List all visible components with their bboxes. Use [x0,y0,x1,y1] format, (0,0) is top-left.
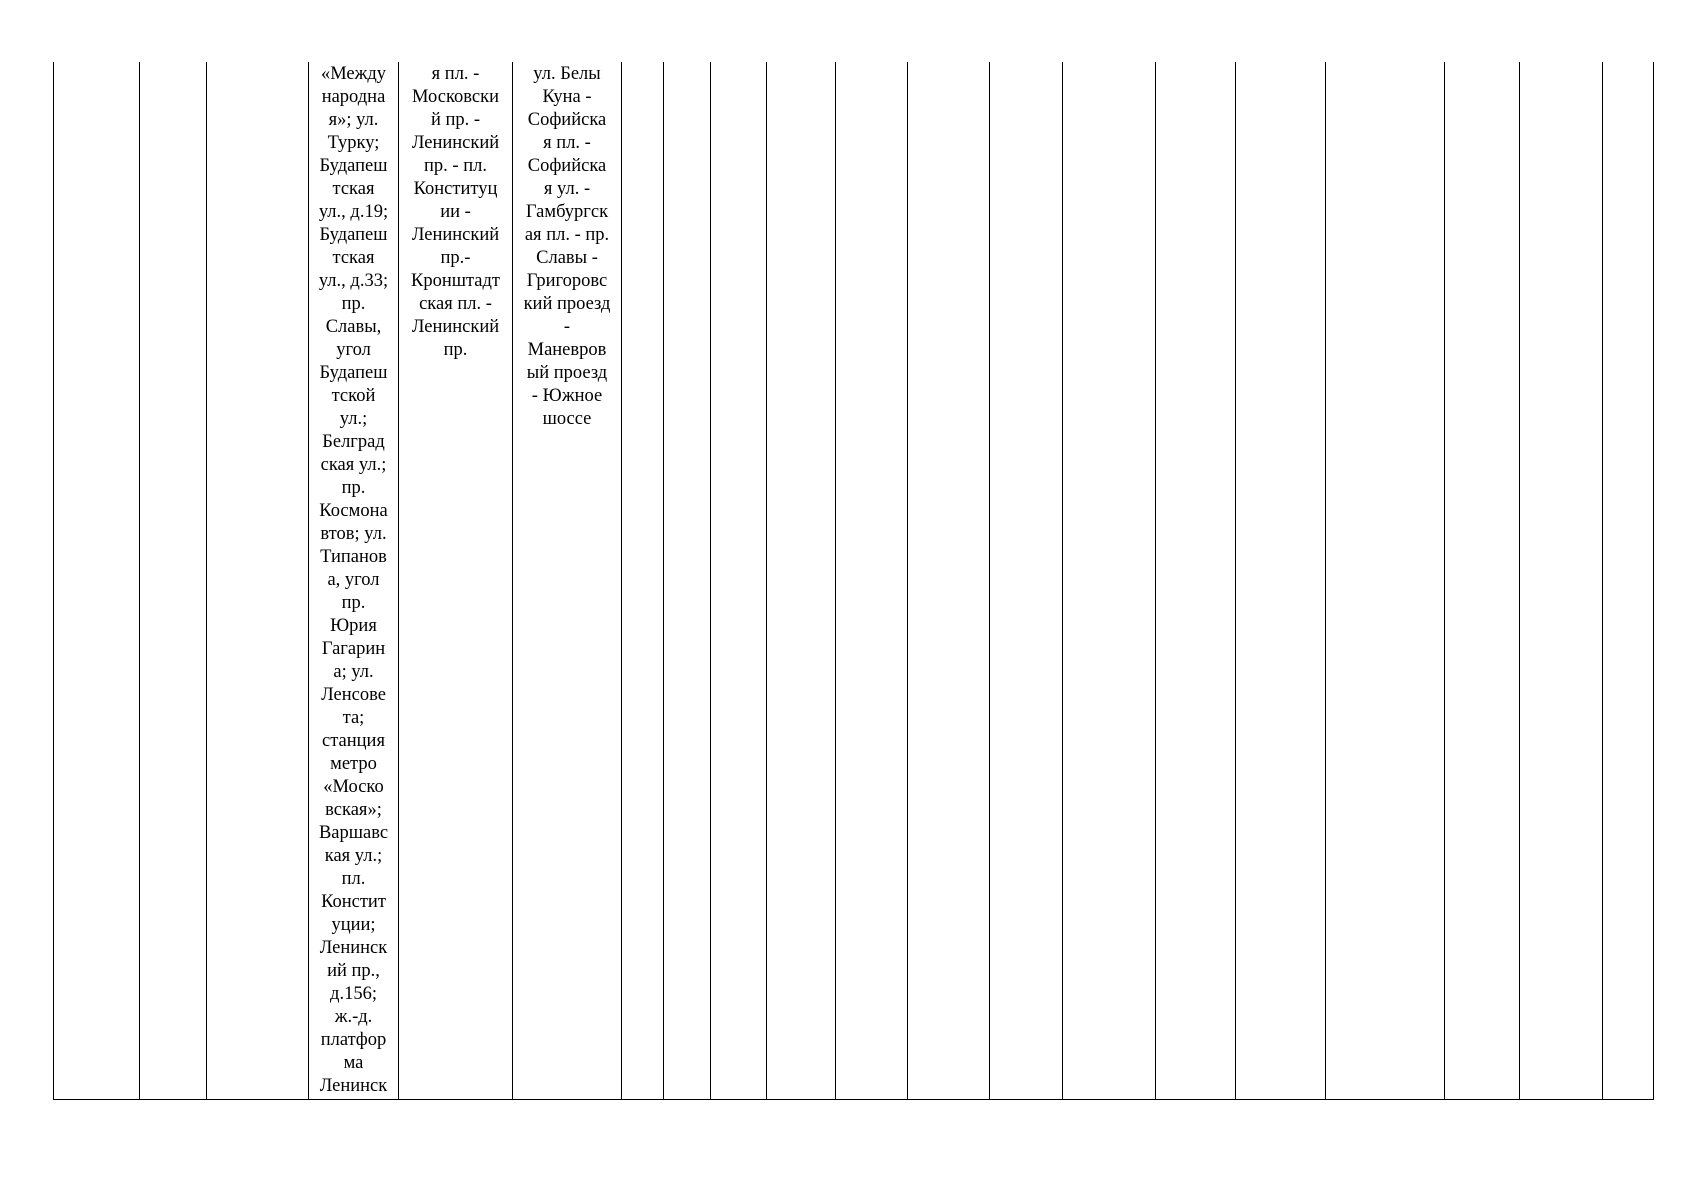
table-column-11 [835,62,907,1099]
table-cell [664,62,710,63]
table-cell [836,62,907,63]
table-cell [207,62,308,63]
table-cell [1603,62,1653,63]
table-cell [1156,62,1235,63]
table-column-5 [398,62,512,1099]
table-column-19 [1519,62,1602,1099]
table-column-6 [512,62,621,1099]
table-cell [54,62,139,63]
table-column-7 [621,62,663,1099]
table-column-9 [710,62,766,1099]
table-column-15 [1155,62,1235,1099]
table-column-14 [1062,62,1155,1099]
table-cell [622,62,663,63]
table-cell [990,62,1062,63]
table-cell [1063,62,1155,63]
table-cell: «Между народна я»; ул. Турку; Будапеш тская ул., д.19; Будапеш тская ул., д.33; пр. Славы, угол Будапеш тской ул.; Белград ская ул.; пр. Космона втов; ул. Типанов а, угол пр. Юрия Гагарин а; ул. Ленсове та; станция метро «Моско вская»; Варшавс кая ул.; пл. Констит уции; Ленинск ий пр., д.156; ж.-д. платфор ма Ленинск [318,64,389,1096]
table-cell [711,62,766,63]
table-cell [140,62,206,63]
table-column-2 [139,62,206,1099]
table-cell [1326,62,1444,63]
table-column-12 [907,62,989,1099]
table-column-4 [308,62,398,1099]
table-cell [1445,62,1519,63]
table-cell: ул. Белы Куна - Софийска я пл. - Софийска я ул. - Гамбургск ая пл. - пр. Славы - Григоровс кий проезд - Маневров ый проезд - Южное шоссе [523,64,611,429]
table-column-1 [53,62,139,1099]
table-column-3 [206,62,308,1099]
table-cell [908,62,989,63]
table-column-17 [1325,62,1444,1099]
table-cell [1236,62,1325,63]
table-column-18 [1444,62,1519,1099]
table-column-10 [766,62,835,1099]
table-column-8 [663,62,710,1099]
table-cell [1520,62,1602,63]
table-fragment [53,62,1654,1100]
table-cell [767,62,835,63]
table-cell: я пл. - Московски й пр. - Ленинский пр. - пл. Конституц ии - Ленинский пр.- Кронштадт ская пл. - Ленинский пр. [410,64,500,360]
table-column-13 [989,62,1062,1099]
table-column-16 [1235,62,1325,1099]
table-column-20 [1602,62,1654,1099]
